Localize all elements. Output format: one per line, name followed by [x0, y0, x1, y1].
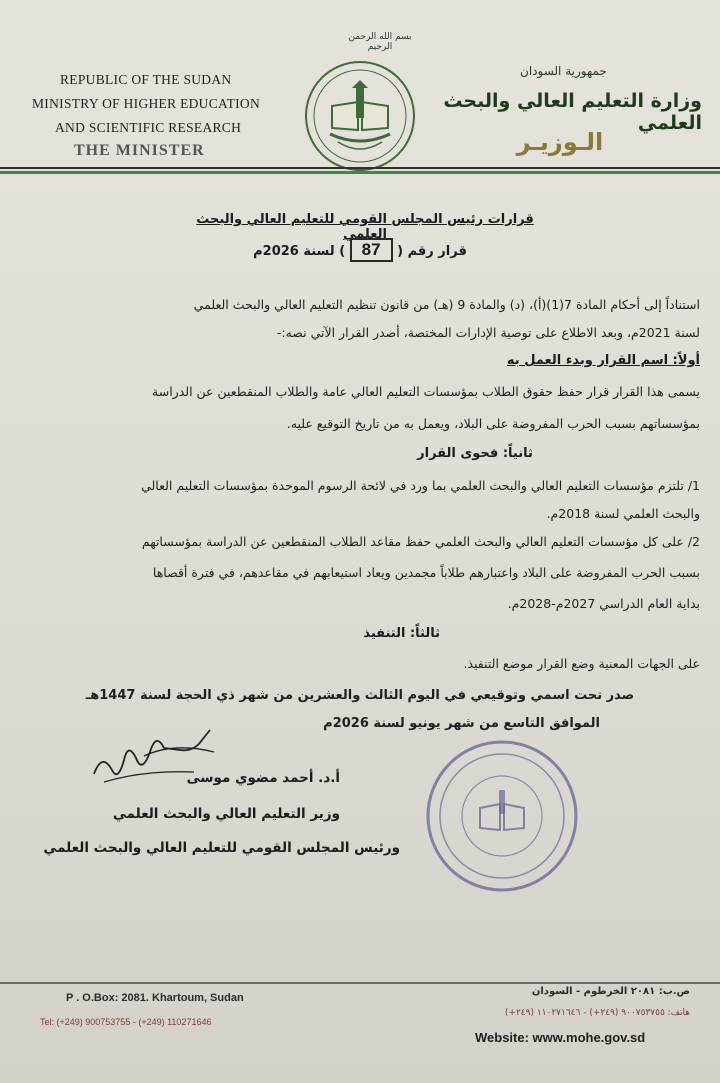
issued-line-1: صدر تحت اسمي وتوقيعي في اليوم الثالث والعشرين من شهر ذي الحجة لسنة 1447هـ	[85, 688, 635, 703]
header-english-republic: REPUBLIC OF THE SUDAN	[60, 72, 232, 87]
footer-tel-en: Tel: (+249) 900753755 - (+249) 110271646	[40, 1017, 212, 1027]
item2-line-2: بسبب الحرب المفروضة على البلاد واعتبارهم طلاباً مجمدين ويعاد استيعابهم في مقاعدهم، في فترة أقصاها	[152, 565, 700, 580]
official-stamp	[424, 738, 580, 894]
signatory-title-2: ورئيس المجلس القومي للتعليم العالي والبحث العلمي	[43, 840, 400, 856]
footer-po-box-ar: ص.ب: ٢٠٨١ الخرطوم - السودان	[531, 986, 690, 997]
decision-number-line	[230, 238, 490, 262]
header-english-minister: THE MINISTER	[74, 142, 205, 159]
footer-website: Website: www.mohe.gov.sd	[475, 1030, 646, 1045]
signatory-title-1: وزير التعليم العالي والبحث العلمي	[112, 806, 340, 822]
header-arabic-ministry: وزارة التعليم العالي والبحث العلمي	[443, 90, 702, 134]
preamble-line-2: لسنة 2021م، وبعد الاطلاع على توصية الإدارات المختصة، أصدر القرار الآتي نصه:-	[276, 325, 700, 340]
header-arabic-minister: الـوزيـر	[516, 128, 604, 156]
section1-heading: أولاً: اسم القرار وبدء العمل به	[506, 353, 700, 368]
decision-number: 87	[350, 238, 393, 262]
issued-line-2: الموافق التاسع من شهر يونيو لسنة 2026م	[323, 716, 600, 731]
section3-line: على الجهات المعنية وضع القرار موضع التنفيذ.	[463, 656, 700, 671]
section3-heading-text: ثالثاً: التنفيذ	[363, 626, 440, 641]
item1-line-2: والبحث العلمي لسنة 2018م.	[546, 506, 700, 521]
decision-number-suffix: ) لسنة 2026م	[253, 244, 346, 259]
section2-heading-text: ثانياً: فحوى القرار	[417, 446, 533, 461]
footer-tel-ar: هاتف: ٩٠٠٧٥٣٧٥٥ (٢٤٩+) - ١١٠٢٧١٦٤٦ (٢٤٩+)	[504, 1008, 690, 1018]
item2-line-1: 2/ على كل مؤسسات التعليم العالي والبحث العلمي حفظ مقاعد الطلاب المنقطعين عن الدراسة بمؤسساتهم	[141, 534, 700, 549]
basmala: بسم الله الرحمن الرحيم	[348, 32, 412, 52]
ministry-logo-emblem	[302, 58, 418, 174]
header-arabic-republic: جمهورية السودان	[520, 64, 607, 78]
preamble-line-1: استناداً إلى أحكام المادة 7(1)(أ)، (د) والمادة 9 (هـ) من قانون تنظيم التعليم العالي والبحث العلمي	[193, 297, 700, 312]
header-english-ministry: MINISTRY OF HIGHER EDUCATION	[32, 96, 261, 111]
section1-line-1: يسمى هذا القرار قرار حفظ حقوق الطلاب بمؤسسات التعليم العالي عامة والطلاب المنقطعين عن الدراسة	[152, 384, 700, 399]
item2-line-3: بداية العام الدراسي 2027م-2028م.	[507, 596, 700, 611]
item1-line-1: 1/ تلتزم مؤسسات التعليم العالي والبحث العلمي بما ورد في لائحة الرسوم الموحدة بمؤسسات التعليم العالي	[141, 478, 700, 493]
footer-divider	[0, 982, 720, 984]
section1-line-2: بمؤسساتهم بسبب الحرب المفروضة على البلاد، ويعمل به من تاريخ التوقيع عليه.	[286, 416, 700, 431]
decision-number-prefix: قرار رقم (	[397, 244, 467, 259]
section2-heading	[20, 446, 700, 461]
signatory-name: أ.د. أحمد مضوي موسى	[186, 770, 340, 786]
header-divider	[0, 167, 720, 176]
decision-title: قرارات رئيس المجلس القومي للتعليم العالي والبحث العلمي	[196, 212, 534, 242]
footer-po-box-en: P . O.Box: 2081. Khartoum, Sudan	[66, 992, 244, 1004]
section3-heading	[20, 626, 700, 641]
header-english-research: AND SCIENTIFIC RESEARCH	[55, 120, 242, 135]
